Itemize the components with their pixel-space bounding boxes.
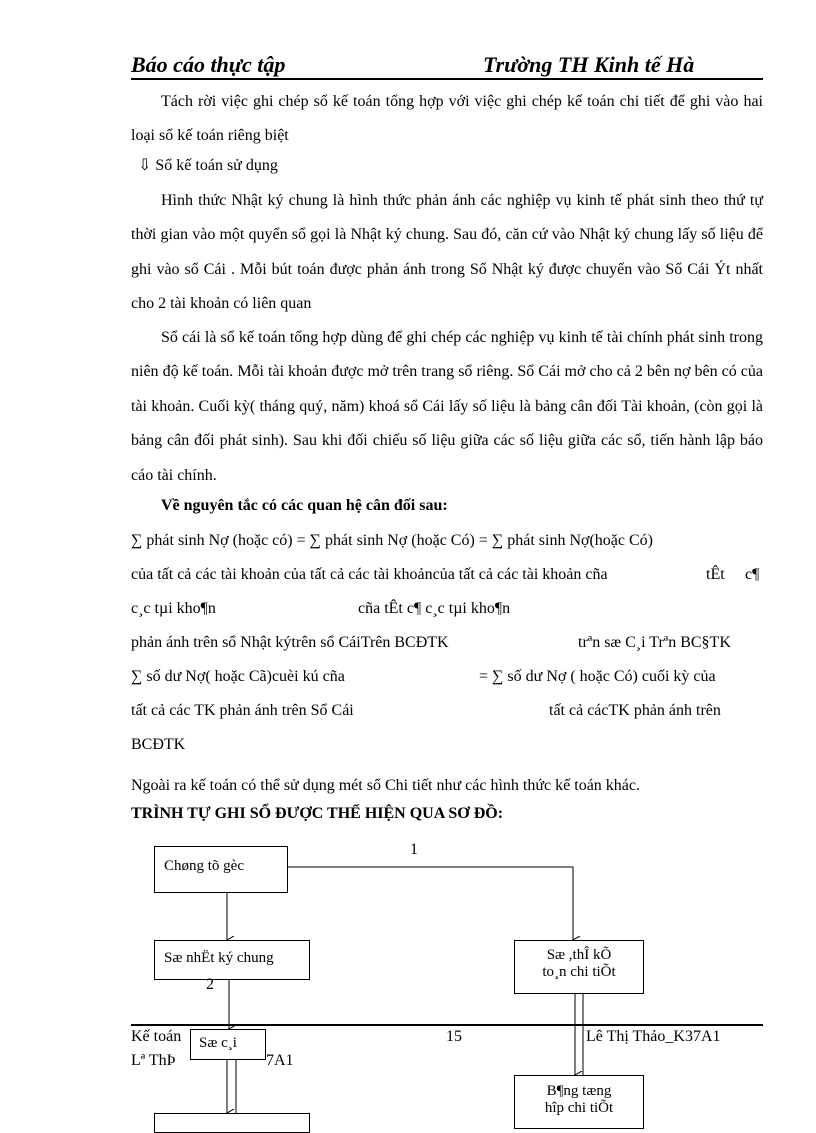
flow-label-1: 1	[410, 841, 418, 858]
box-ledger-label: Sæ c¸i	[199, 1035, 237, 1051]
arrow-source-to-detail	[287, 867, 573, 940]
sequence-heading: TRÌNH TỰ GHI SỔ ĐƯỢC THỂ HIỆN QUA SƠ ĐỒ:	[131, 805, 504, 822]
footer-left-1: Kế toán	[131, 1028, 182, 1045]
equation-line-6a: tất cả các TK phản ánh trên Sổ Cái	[131, 702, 354, 719]
header-right: Trường TH Kinh tế Hà	[483, 52, 695, 77]
equation-line-4a: phản ánh trên sổ Nhật kýtrên sổ CáiTrên BCĐTK	[131, 634, 449, 651]
footer-left-3: 7A1	[266, 1052, 294, 1069]
equation-line-4b: trªn sæ C¸i Trªn BC§TK	[578, 634, 731, 651]
box-lower-partial	[154, 1113, 310, 1133]
box-journal-label: Sæ nhËt ký chung	[164, 950, 274, 966]
equation-line-5a: ∑ số dư Nợ( hoặc Cã)cuèi kú cña	[131, 668, 345, 685]
equation-line-7: BCĐTK	[131, 736, 186, 753]
box-source-label: Chøng tõ gèc	[164, 858, 244, 874]
page-number: 15	[446, 1028, 462, 1045]
equation-line-3a: c¸c tµi kho¶n	[131, 600, 216, 617]
paragraph-3: Sổ cái là sổ kế toán tổng hợp dùng để ghi chép các nghiệp vụ kinh tế tài chính phát sinh trong niên độ kế toán. Mỗi tài khoản được mở trên trang sổ riêng. Sổ Cái mở cho cả 2 bên nợ bên có của tài khoản. Cuối kỳ( tháng quý, năm) khoá sổ Cái lấy số liệu là bảng cân đối Tài khoản, (còn gọi là bảng cân đối phát sinh). Sau khi đối chiếu số liệu giữa các số liệu giữa các sổ, tiến hành lập báo cáo tài chính.	[131, 329, 763, 484]
flow-label-2: 2	[206, 976, 214, 993]
paragraph-2: Hình thức Nhật ký chung là hình thức phản ánh các nghiệp vụ kinh tế phát sinh theo thứ tự thời gian vào một quyển sổ gọi là Nhật ký chung. Sau đó, căn cứ vào Nhật ký chung lấy số liệu để ghi vào sổ Cái . Mỗi bút toán được phản ánh trong Sổ Nhật ký được chuyển vào Sổ Cái Ýt nhất cho 2 tài khoản có liên quan	[131, 192, 763, 313]
equation-line-1: ∑ phát sinh Nợ (hoặc có) = ∑ phát sinh Nợ (hoặc Có) = ∑ phát sinh Nợ(hoặc Có)	[131, 532, 653, 549]
box-detail-ledgers	[514, 940, 644, 994]
box-summary-label-1: B¶ng tæng	[546, 1083, 612, 1099]
equation-line-2a: của tất cả các tài khoản của tất cả các tài khoảncủa tất cả các tài khoản cña	[131, 566, 608, 583]
box-general-ledger	[190, 1029, 266, 1060]
box-general-journal	[154, 940, 310, 980]
box-detail-label-1: Sæ ,thÎ kÕ	[546, 947, 612, 963]
header-left: Báo cáo thực tập	[131, 52, 286, 77]
equation-line-6b: tất cả cácTK phản ánh trên	[549, 702, 721, 719]
equation-line-2c: c¶	[745, 566, 760, 583]
box-detail-summary	[514, 1075, 644, 1129]
footer-rule	[131, 1024, 763, 1026]
principle-heading: Về nguyên tắc có các quan hệ cân đối sau:	[161, 497, 448, 514]
paragraph-4: Ngoài ra kế toán có thể sử dụng mét sổ Chi tiết như các hình thức kế toán khác.	[131, 777, 640, 794]
box-summary-label-2: hîp chi tiÕt	[544, 1100, 614, 1116]
paragraph-1: Tách rời việc ghi chép sổ kế toán tổng hợp với việc ghi chép kế toán chi tiết để ghi vào hai loại sổ kế toán riêng biệt	[131, 93, 763, 145]
box-source-documents	[154, 846, 288, 893]
box-detail-label-2: to¸n chi tiÕt	[542, 964, 616, 980]
equation-line-2b: tÊt	[706, 566, 725, 583]
bullet-text: Sổ kế toán sử dụng	[155, 157, 278, 174]
footer-right: Lê Thị Thảo_K37A1	[586, 1028, 721, 1045]
equation-line-3b: cña tÊt c¶ c¸c tµi kho¶n	[358, 600, 511, 617]
equation-line-5b: = ∑ số dư Nợ ( hoặc Có) cuối kỳ của	[479, 668, 716, 685]
footer-left-2: Lª ThÞ	[131, 1052, 176, 1069]
arrow-down-icon: ⇩	[138, 157, 152, 174]
